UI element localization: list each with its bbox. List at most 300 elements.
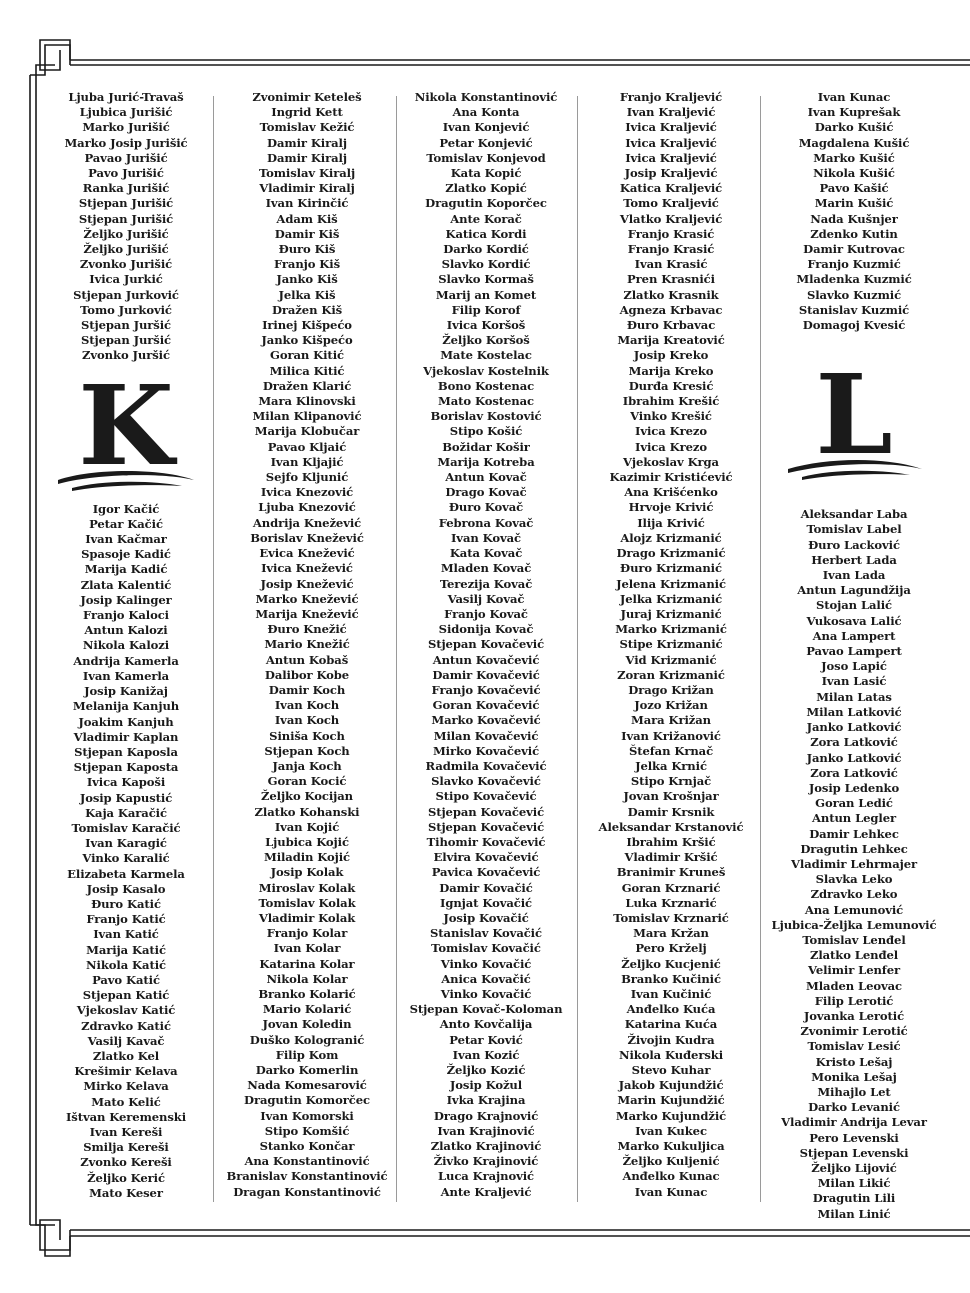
name-entry: Dragutin Lili bbox=[812, 1191, 896, 1206]
name-entry: Ivan Koch bbox=[274, 713, 340, 728]
name-entry: Stanislav Kovačić bbox=[430, 926, 542, 941]
name-entry: Stjepan Kovač-Koloman bbox=[409, 1002, 563, 1017]
name-entry: Damir Kiš bbox=[274, 226, 340, 241]
name-entry: Jovanka Lerotić bbox=[803, 1008, 905, 1023]
name-entry: Vasilj Kavač bbox=[87, 1033, 165, 1048]
name-entry: Darko Kušić bbox=[814, 120, 894, 135]
name-entry: Milan Kovačević bbox=[433, 728, 539, 743]
name-entry: Petar Konjević bbox=[439, 135, 533, 150]
name-entry: Mara Kržan bbox=[633, 926, 709, 941]
name-entry: Jovan Krošnjar bbox=[623, 789, 719, 804]
name-entry: Monika Lešaj bbox=[811, 1069, 897, 1084]
name-entry: Melanija Kanjuh bbox=[72, 699, 180, 714]
name-entry: Goran Krznarić bbox=[621, 880, 721, 895]
name-entry: Živko Krajinović bbox=[433, 1154, 539, 1169]
name-entry: Đuro Knežić bbox=[267, 622, 347, 637]
name-entry: Ana Konstantinović bbox=[244, 1154, 370, 1169]
name-entry: Ivan Kirinčić bbox=[265, 196, 349, 211]
name-entry: Duško Kologranić bbox=[249, 1032, 365, 1047]
name-list bbox=[226, 90, 388, 1200]
name-entry: Ivica Krezo bbox=[635, 424, 707, 439]
name-entry: Elizabeta Karmela bbox=[67, 866, 185, 881]
name-entry: Nikola Konstantinović bbox=[414, 90, 558, 104]
name-entry: Milan Latković bbox=[806, 704, 902, 719]
name-entry: Pavo Katić bbox=[92, 972, 160, 987]
name-entry: Mario Kolarić bbox=[262, 1002, 352, 1017]
name-entry: Dražen Kiš bbox=[271, 302, 343, 317]
name-entry: Ivan Kljajić bbox=[270, 454, 344, 469]
name-entry: Antun Kovačević bbox=[432, 652, 540, 667]
name-entry: Tomislav Lesić bbox=[807, 1039, 901, 1054]
name-entry: Milan Klipanović bbox=[252, 409, 362, 424]
name-entry: Željko Kucjenić bbox=[621, 956, 721, 971]
letter-k-heading bbox=[52, 364, 200, 506]
name-entry: Ignjat Kovačić bbox=[440, 895, 532, 910]
name-entry: Ivica Jurkić bbox=[89, 272, 163, 287]
name-entry: Goran Kocić bbox=[267, 774, 347, 789]
name-entry: Željko Jurišić bbox=[83, 226, 169, 241]
name-entry: Ivica Knezović bbox=[260, 485, 354, 500]
name-entry: Mara Križan bbox=[630, 713, 712, 728]
name-entry: Ana Krišćenko bbox=[624, 485, 718, 500]
name-entry: Antun Kovač bbox=[445, 470, 527, 485]
name-entry: Drago Krizmanić bbox=[616, 546, 726, 561]
name-entry: Stjepan Kovačević bbox=[427, 637, 545, 652]
name-entry: Mara Klinovski bbox=[258, 394, 356, 409]
name-entry: Ivan Katić bbox=[93, 927, 159, 942]
name-entry: Đuro Kiš bbox=[278, 242, 336, 257]
name-entry: Stjepan Jurković bbox=[73, 287, 179, 302]
name-entry: Vladimir Andrija Levar bbox=[781, 1115, 927, 1130]
name-entry: Pavao Kljaić bbox=[267, 439, 347, 454]
name-entry: Branislav Konstantinović bbox=[226, 1169, 388, 1184]
name-entry: Stojan Lalić bbox=[816, 598, 892, 613]
name-entry: Nikola Kuđerski bbox=[618, 1047, 724, 1062]
name-entry: Ivan Koch bbox=[274, 698, 340, 713]
name-entry: Vid Krizmanić bbox=[625, 652, 717, 667]
name-entry: Kata Kopić bbox=[450, 166, 522, 181]
name-entry: Stanislav Kuzmić bbox=[798, 302, 910, 317]
name-entry: Milan Likić bbox=[817, 1176, 891, 1191]
name-entry: Ilija Krivić bbox=[637, 515, 705, 530]
name-entry: Magdalena Kušić bbox=[798, 135, 910, 150]
name-entry: Pren Krasnići bbox=[627, 272, 715, 287]
name-entry: Ljuba Jurić-Travaš bbox=[68, 90, 184, 104]
name-entry: Mirko Kovačević bbox=[432, 743, 540, 758]
name-entry: Goran Kovačević bbox=[432, 698, 540, 713]
name-entry: Stipo Košić bbox=[449, 424, 523, 439]
name-entry: Janko Kišpećo bbox=[261, 333, 353, 348]
name-entry: Ivan Kukec bbox=[635, 1123, 707, 1138]
name-entry: Ivan Kereši bbox=[89, 1124, 163, 1139]
name-entry: Željko Kocijan bbox=[261, 789, 353, 804]
name-entry: Pavo Jurišić bbox=[88, 166, 164, 181]
name-entry: Dalibor Kobe bbox=[264, 667, 350, 682]
name-entry: Spasoje Kadić bbox=[81, 547, 171, 562]
name-entry: Branko Kolarić bbox=[258, 986, 356, 1001]
name-entry: Vladimir Kiralj bbox=[259, 181, 355, 196]
name-entry: Dragutin Komorčec bbox=[244, 1093, 370, 1108]
name-entry: Slavka Leko bbox=[815, 872, 893, 887]
name-entry: Ivica Kraljević bbox=[625, 135, 717, 150]
name-entry: Ranka Jurišić bbox=[82, 181, 170, 196]
name-entry: Janko Latković bbox=[806, 750, 902, 765]
name-entry: Katarina Kuća bbox=[624, 1017, 718, 1032]
name-entry: Zoran Krizmanić bbox=[617, 667, 725, 682]
name-entry: Đuro Krbavac bbox=[626, 318, 716, 333]
name-entry: Antun Legler bbox=[812, 811, 896, 826]
name-entry: Tomislav Kežić bbox=[259, 120, 355, 135]
name-entry: Stipo Krnjač bbox=[630, 774, 712, 789]
name-entry: Vladimir Kršić bbox=[624, 850, 718, 865]
name-entry: Ljuba Knezović bbox=[258, 500, 356, 515]
name-entry: Josip Kreko bbox=[633, 348, 709, 363]
name-entry: Petar Kačić bbox=[89, 516, 163, 531]
name-entry: Vukosava Lalić bbox=[806, 613, 902, 628]
name-entry: Franjo Kiš bbox=[273, 257, 341, 272]
name-entry: Marin Kujundžić bbox=[617, 1093, 725, 1108]
name-entry: Nada Kušnjer bbox=[810, 211, 898, 226]
name-entry: Marko Kušić bbox=[813, 150, 895, 165]
name-entry: Zlatko Kopić bbox=[445, 181, 527, 196]
name-entry: Ivan Kuprešak bbox=[807, 105, 901, 120]
name-entry: Antun Kobaš bbox=[265, 652, 349, 667]
name-entry: Nikola Katić bbox=[86, 957, 166, 972]
name-entry: Ante Kraljević bbox=[440, 1184, 532, 1199]
name-entry: Željko Kuljenić bbox=[622, 1154, 720, 1169]
name-entry: Borislav Knežević bbox=[250, 530, 364, 545]
name-entry: Mario Knežić bbox=[264, 637, 350, 652]
column-divider bbox=[396, 96, 397, 1202]
name-entry: Franjo Kovačević bbox=[431, 682, 541, 697]
name-entry: Radmila Kovačević bbox=[425, 758, 547, 773]
name-entry: Jovan Koledin bbox=[262, 1017, 352, 1032]
name-entry: Pavo Kašić bbox=[819, 181, 889, 196]
name-entry: Mate Kostelac bbox=[440, 348, 532, 363]
name-entry: Zvonko Juršić bbox=[82, 348, 170, 363]
name-entry: Đuro Krizmanić bbox=[620, 561, 722, 576]
name-entry: Miladin Kojić bbox=[263, 850, 351, 865]
name-entry: Siniša Koch bbox=[269, 728, 345, 743]
letter-l: L bbox=[815, 350, 893, 480]
name-entry: Marija Kreatović bbox=[617, 333, 725, 348]
name-entry: Štefan Krnač bbox=[628, 743, 714, 758]
name-entry: Mato Keser bbox=[89, 1185, 163, 1200]
name-entry: Željko Koršoš bbox=[442, 333, 530, 348]
name-entry: Jozo Križan bbox=[634, 698, 708, 713]
name-entry: Zdravko Leko bbox=[810, 887, 898, 902]
name-entry: Petar Ković bbox=[449, 1032, 523, 1047]
name-entry: Vladimir Kolak bbox=[258, 910, 356, 925]
name-entry: Zlatko Lenđel bbox=[809, 948, 899, 963]
names-column-4 bbox=[588, 90, 754, 1200]
letter-l-heading bbox=[768, 343, 940, 507]
name-entry: Ivka Krajina bbox=[446, 1093, 526, 1108]
name-entry: Vjekoslav Kostelnik bbox=[423, 363, 549, 378]
name-entry: Aleksandar Laba bbox=[800, 507, 908, 522]
name-entry: Ingrid Kett bbox=[271, 105, 343, 120]
name-entry: Pavica Kovačević bbox=[431, 865, 541, 880]
name-entry: Ivan Karagić bbox=[85, 836, 167, 851]
name-entry: Bono Kostenac bbox=[437, 378, 535, 393]
name-entry: Pavao Lampert bbox=[806, 644, 902, 659]
name-entry: Kristo Lešaj bbox=[815, 1054, 893, 1069]
name-entry: Domagoj Kvesić bbox=[802, 318, 906, 333]
name-entry: Zdravko Katić bbox=[81, 1018, 171, 1033]
name-entry: Sejfo Kljunić bbox=[265, 470, 349, 485]
name-entry: Stanko Končar bbox=[259, 1139, 355, 1154]
name-entry: Franjo Katić bbox=[86, 912, 166, 927]
name-entry: Zlata Kalentić bbox=[80, 577, 172, 592]
name-entry: Andrija Kamerla bbox=[73, 653, 179, 668]
name-entry: Dragutin Lehkec bbox=[800, 841, 908, 856]
name-entry: Ivica Kraljević bbox=[625, 120, 717, 135]
name-entry: Jelka Krnić bbox=[635, 758, 707, 773]
name-entry: Marija Kreko bbox=[628, 363, 714, 378]
name-entry: Aleksandar Krstanović bbox=[598, 819, 744, 834]
name-entry: Stipe Krizmanić bbox=[619, 637, 723, 652]
name-entry: Jelka Kiš bbox=[278, 287, 336, 302]
name-entry: Đuro Lacković bbox=[808, 537, 900, 552]
name-entry: Ivan Kojić bbox=[274, 819, 340, 834]
name-entry: Alojz Krizmanić bbox=[620, 530, 722, 545]
name-entry: Ibrahim Kršić bbox=[626, 834, 716, 849]
name-entry: Ivan Kunac bbox=[817, 90, 891, 104]
name-entry: Filip Kom bbox=[275, 1047, 339, 1062]
column-divider bbox=[213, 96, 214, 1202]
name-list bbox=[404, 90, 568, 1200]
name-entry: Jelena Krizmanić bbox=[616, 576, 726, 591]
name-entry: Franjo Kaloci bbox=[83, 608, 169, 623]
name-entry: Ana Konta bbox=[452, 105, 520, 120]
name-entry: Josip Kovačić bbox=[443, 910, 529, 925]
name-entry: Josip Kraljević bbox=[624, 166, 718, 181]
name-entry: Marko Josip Jurišić bbox=[64, 135, 188, 150]
name-entry: Darko Komerlin bbox=[255, 1063, 359, 1077]
name-entry: Stjepan Juršić bbox=[81, 333, 171, 348]
name-entry: Vjekoslav Katić bbox=[76, 1003, 176, 1018]
name-entry: Marko Kujundžić bbox=[615, 1108, 727, 1123]
name-entry: Željko Kozić bbox=[446, 1063, 526, 1077]
name-entry: Stjepan Katić bbox=[82, 988, 170, 1003]
name-entry: Nada Komesarović bbox=[247, 1078, 367, 1093]
name-entry: Velimir Lenfer bbox=[808, 963, 900, 978]
letter-l-ornament bbox=[768, 343, 940, 507]
name-entry: Ivan Krasić bbox=[634, 257, 708, 272]
name-entry: Marij an Komet bbox=[435, 287, 537, 302]
name-entry: Franjo Kuzmić bbox=[807, 257, 901, 272]
name-entry: Drago Križan bbox=[628, 682, 714, 697]
name-entry: Damir Koch bbox=[268, 682, 346, 697]
name-entry: Milica Kitić bbox=[269, 363, 345, 378]
name-entry: Joakim Kanjuh bbox=[78, 714, 174, 729]
name-entry: Marko Kukuljica bbox=[617, 1139, 725, 1154]
name-entry: Ivan Kraljević bbox=[626, 105, 716, 120]
name-entry: Franjo Kolar bbox=[266, 926, 348, 941]
name-entry: Drago Kovač bbox=[445, 485, 527, 500]
name-entry: Ana Lemunović bbox=[804, 902, 904, 917]
name-entry: Zlatko Kel bbox=[92, 1048, 160, 1063]
name-entry: Marija Katić bbox=[86, 942, 166, 957]
name-entry: Marija Kadić bbox=[84, 562, 168, 577]
name-entry: Marija Knežević bbox=[255, 606, 359, 621]
name-entry: Herbert Lada bbox=[811, 552, 897, 567]
name-entry: Jakob Kujundžić bbox=[618, 1078, 724, 1093]
names-column-2 bbox=[226, 90, 388, 1200]
name-entry: Ljubica-Željka Lemunović bbox=[771, 917, 937, 932]
name-entry: Anđelko Kuća bbox=[626, 1002, 716, 1017]
name-entry: Stjepan Jurišić bbox=[78, 196, 174, 211]
name-entry: Marko Krizmanić bbox=[615, 622, 727, 637]
name-entry: Franjo Kovač bbox=[444, 606, 528, 621]
name-entry: Tomislav Krznarić bbox=[613, 910, 729, 925]
name-entry: Dražen Klarić bbox=[262, 378, 352, 393]
name-entry: Marko Jurišić bbox=[82, 120, 170, 135]
name-entry: Juraj Krizmanić bbox=[620, 606, 722, 621]
name-entry: Goran Ledić bbox=[815, 796, 893, 811]
name-entry: Drago Krajnović bbox=[433, 1108, 539, 1123]
name-entry: Ivica Knežević bbox=[261, 561, 353, 576]
name-entry: Smilja Kereši bbox=[83, 1140, 169, 1155]
name-entry: Zvonko Kereši bbox=[80, 1155, 172, 1170]
name-entry: Darko Levanić bbox=[808, 1100, 900, 1115]
name-entry: Zvonimir Lerotić bbox=[800, 1024, 908, 1039]
name-entry: Evica Knežević bbox=[259, 546, 355, 561]
name-entry: Tomislav Lenđel bbox=[802, 932, 906, 947]
name-entry: Antun Kalozi bbox=[84, 623, 168, 638]
name-entry: Tomislav Kovačić bbox=[431, 941, 541, 956]
name-entry: Nikola Kušić bbox=[813, 166, 895, 181]
name-entry: Stjepan Koch bbox=[264, 743, 350, 758]
name-entry: Marija Kotreba bbox=[437, 454, 535, 469]
name-entry: Josip Kalinger bbox=[80, 592, 172, 607]
name-entry: Marko Knežević bbox=[255, 591, 359, 606]
name-entry: Vladimir Kaplan bbox=[73, 729, 179, 744]
name-entry: Janko Kiš bbox=[276, 272, 338, 287]
name-entry: Vasilj Kovač bbox=[447, 591, 525, 606]
name-entry: Branko Kučinić bbox=[621, 971, 721, 986]
name-entry: Pero Krželj bbox=[635, 941, 707, 956]
name-entry: Katica Kordi bbox=[445, 226, 527, 241]
name-entry: Tomislav Karačić bbox=[71, 820, 181, 835]
name-entry: Stjepan Kaposla bbox=[74, 744, 178, 759]
name-entry: Ivica Krezo bbox=[635, 439, 707, 454]
name-entry: Ivan Kačmar bbox=[85, 532, 167, 547]
name-entry: Željko Jurišić bbox=[83, 242, 169, 257]
name-entry: Damir Kiralj bbox=[267, 150, 347, 165]
name-entry: Mirko Kelava bbox=[83, 1079, 169, 1094]
name-entry: Stjepan Levenski bbox=[799, 1145, 909, 1160]
name-entry: Stipo Kovačević bbox=[435, 789, 537, 804]
name-entry: Zlatko Krajinović bbox=[430, 1139, 542, 1154]
name-entry: Mladen Kovač bbox=[440, 561, 532, 576]
letter-k: K bbox=[78, 363, 174, 490]
name-entry: Anica Kovačić bbox=[441, 971, 531, 986]
name-entry: Jelka Krizmanić bbox=[619, 591, 723, 606]
name-entry: Branimir Kruneš bbox=[616, 865, 726, 880]
name-entry: Damir Kovačević bbox=[432, 667, 540, 682]
name-entry: Pero Levenski bbox=[809, 1130, 899, 1145]
name-entry: Mato Kelić bbox=[91, 1094, 161, 1109]
name-entry: Filip Korof bbox=[451, 302, 521, 317]
name-entry: Ivan Kunac bbox=[634, 1184, 708, 1199]
name-entry: Hrvoje Krivić bbox=[628, 500, 714, 515]
name-entry: Janko Latković bbox=[806, 720, 902, 735]
name-entry: Kaja Karačić bbox=[85, 805, 167, 820]
name-entry: Slavko Kordić bbox=[441, 257, 531, 272]
name-entry: Antun Lagundžija bbox=[797, 583, 911, 598]
name-entry: Stjepan Kovačević bbox=[427, 804, 545, 819]
name-entry: Tihomir Kovačević bbox=[426, 834, 546, 849]
name-entry: Damir Kutrovac bbox=[803, 242, 905, 257]
name-entry: Pavao Jurišić bbox=[84, 150, 168, 165]
name-entry: Ivan Kamerla bbox=[82, 668, 170, 683]
name-entry: Josip Kasalo bbox=[86, 881, 166, 896]
name-entry: Živojin Kudra bbox=[627, 1032, 715, 1047]
name-entry: Damir Lehkec bbox=[809, 826, 899, 841]
name-entry: Goran Kitić bbox=[270, 348, 344, 363]
name-entry: Franjo Krasić bbox=[627, 226, 715, 241]
name-entry: Kata Kovač bbox=[449, 546, 523, 561]
name-entry: Ivica Kapoši bbox=[86, 775, 166, 790]
name-entry: Slavko Kormaš bbox=[438, 272, 534, 287]
name-entry: Luka Krznarić bbox=[625, 895, 717, 910]
name-entry: Irinej Kišpećo bbox=[262, 318, 352, 333]
name-entry: Zvonimir Keteleš bbox=[252, 90, 362, 104]
name-entry: Josip Ledenko bbox=[808, 780, 900, 795]
name-entry: Damir Kovačić bbox=[439, 880, 533, 895]
name-entry: Mato Kostenac bbox=[438, 394, 534, 409]
name-entry: Tomislav Kolak bbox=[258, 895, 356, 910]
name-list-after-l bbox=[768, 507, 940, 1222]
name-entry: Marija Klobučar bbox=[254, 424, 360, 439]
name-entry: Milan Latas bbox=[816, 689, 892, 704]
name-entry: Željko Kerić bbox=[87, 1170, 165, 1185]
name-entry: Elvira Kovačević bbox=[433, 850, 539, 865]
name-entry: Slavko Kovačević bbox=[431, 774, 541, 789]
name-entry: Dragan Konstantinović bbox=[233, 1184, 381, 1199]
name-entry: Ivan Kučinić bbox=[630, 986, 712, 1001]
name-entry: Kazimir Kristićević bbox=[609, 470, 733, 485]
name-entry: Damir Kiralj bbox=[267, 135, 347, 150]
name-entry: Tomo Kraljević bbox=[623, 196, 719, 211]
name-entry: Krešimir Kelava bbox=[74, 1064, 178, 1079]
name-entry: Tomo Jurković bbox=[80, 302, 172, 317]
name-entry: Slavko Kuzmić bbox=[806, 287, 902, 302]
name-entry: Josip Kanižaj bbox=[84, 684, 168, 699]
name-entry: Luca Krajnović bbox=[437, 1169, 535, 1184]
name-entry: Anđelko Kunac bbox=[622, 1169, 720, 1184]
name-entry: Febrona Kovač bbox=[438, 515, 534, 530]
name-entry: Stjepan Kovačević bbox=[427, 819, 545, 834]
name-entry: Adam Kiš bbox=[276, 211, 338, 226]
name-entry: Ivan Kolar bbox=[273, 941, 341, 956]
names-column-3 bbox=[404, 90, 568, 1200]
name-entry: Katarina Kolar bbox=[259, 956, 355, 971]
name-entry: Ivan Kovač bbox=[450, 530, 521, 545]
name-entry: Ljubica Jurišić bbox=[79, 105, 173, 120]
name-entry: Janja Koch bbox=[272, 758, 342, 773]
name-entry: Vinko Kovačić bbox=[440, 956, 532, 971]
name-entry: Vinko Karalić bbox=[82, 851, 170, 866]
name-entry: Ljubica Kojić bbox=[265, 834, 349, 849]
name-entry: Damir Krsnik bbox=[627, 804, 715, 819]
name-entry: Sidonija Kovač bbox=[438, 622, 534, 637]
name-entry: Ištvan Keremenski bbox=[65, 1109, 187, 1124]
name-entry: Mladenka Kuzmić bbox=[796, 272, 912, 287]
name-entry: Josip Kolak bbox=[270, 865, 344, 880]
name-entry: Zvonko Jurišić bbox=[79, 257, 173, 272]
